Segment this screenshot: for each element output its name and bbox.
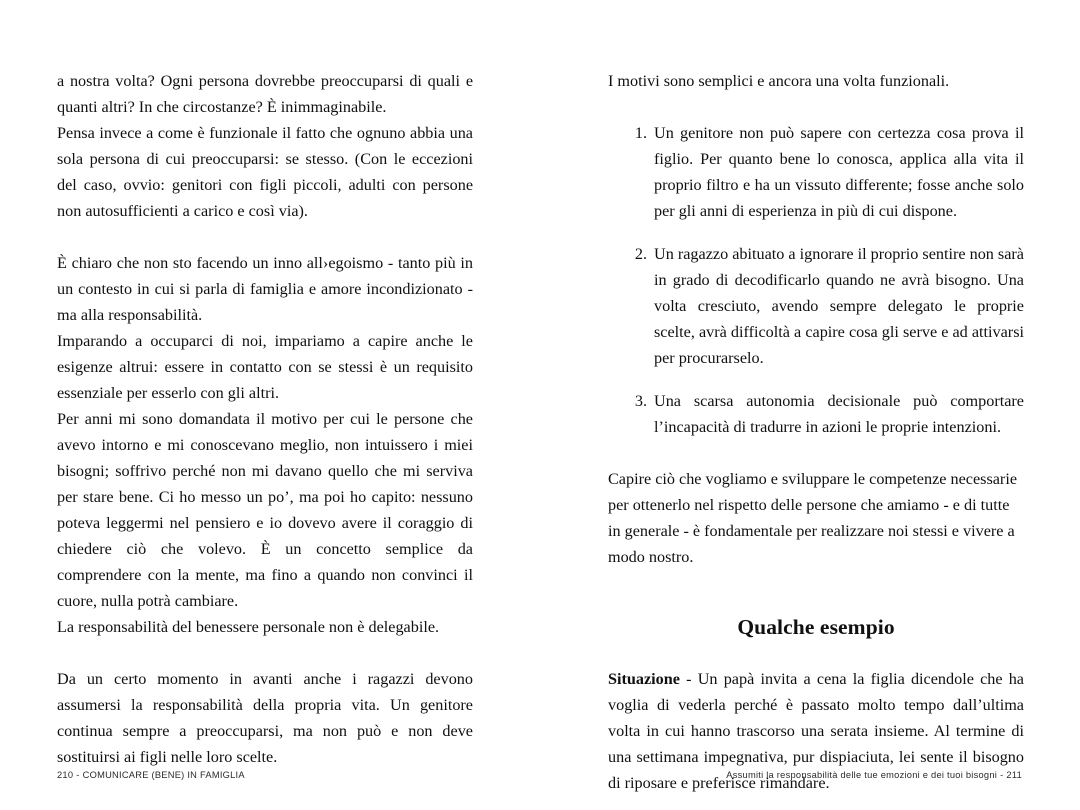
paragraph: Per anni mi sono domandata il motivo per cui le persone che avevo intorno e mi conoscevano meglio, non intuissero i miei bisogni; soffrivo perché non mi davano quello che mi serviva per stare bene. Ci ho messo un po’, ma poi ho capito: nessuno poteva leggermi nel pensiero e io dovevo avere il coraggio di chiedere ciò che volevo. È un concetto semplice da comprendere con la mente, ma fino a quando non convinci il cuore, nulla potrà cambiare. xyxy=(57,410,473,610)
intro-paragraph: I motivi sono semplici e ancora una volta funzionali. xyxy=(608,72,950,90)
list-item-text: Una scarsa autonomia decisionale può comportare l’incapacità di tradurre in azioni le proprie intenzioni. xyxy=(654,392,1024,436)
list-item xyxy=(608,241,1024,371)
paragraph: È chiaro che non sto facendo un inno all›egoismo - tanto più in un contesto in cui si parla di famiglia e amore incondizionato - ma alla responsabilità. xyxy=(57,254,473,324)
paragraph-spacer xyxy=(57,224,473,250)
footer-separator: - xyxy=(76,770,80,780)
paragraph-spacer xyxy=(57,640,473,666)
list-item xyxy=(608,388,1024,440)
right-page-text-column xyxy=(608,68,1024,796)
right-page-footer xyxy=(726,769,1022,781)
list-item xyxy=(608,120,1024,224)
heading-spacer xyxy=(608,642,1024,666)
left-page-footer xyxy=(57,769,245,781)
situation-dash: - xyxy=(679,670,698,688)
footer-running-head: COMUNICARE (BENE) IN FAMIGLIA xyxy=(82,770,245,780)
list-item-marker xyxy=(619,120,647,146)
list-item-text: Un genitore non può sapere con certezza cosa prova il figlio. Per quanto bene lo conosca, applica alla vita il proprio filtro e ha un vissuto differente; fosse anche solo per gli anni di esperienza in più di cui dispone. xyxy=(654,124,1024,220)
paragraph: La responsabilità del benessere personale non è delegabile. xyxy=(57,618,440,636)
paragraph: Imparando a occuparci di noi, impariamo a capire anche le esigenze altrui: essere in contatto con se stessi è un requisito essenziale per esserlo con gli altri. xyxy=(57,332,473,402)
paragraph-spacer xyxy=(608,94,1024,120)
heading-spacer xyxy=(608,570,1024,612)
situation-body: Un papà invita a cena la figlia dicendole che ha voglia di vederla perché è passato molto tempo dall’ultima volta in cui hanno trascorso una serata insieme. Al termine di una settimana impegnativa, pur dispiaciuta, lei sente il bisogno di riposare e preferisce rimandare. xyxy=(608,670,1024,792)
numbered-list xyxy=(608,120,1024,440)
closing-paragraph: Capire ciò che vogliamo e sviluppare le competenze necessarie per ottenerlo nel rispetto delle persone che amiamo - e di tutte in generale - è fondamentale per realizzare noi stessi e vivere a modo nostro. xyxy=(608,470,1018,566)
footer-running-head: Assumiti la responsabilità delle tue emozioni e dei tuoi bisogni xyxy=(726,770,998,780)
paragraph-spacer xyxy=(608,440,1024,466)
paragraph: a nostra volta? Ogni persona dovrebbe preoccuparsi di quali e quanti altri? In che circostanze? È inimmaginabile. xyxy=(57,72,473,116)
section-heading: Qualche esempio xyxy=(737,615,895,639)
list-item-marker xyxy=(619,241,647,267)
situation-lead-term: Situazione xyxy=(608,670,680,688)
left-page-text-column xyxy=(57,68,473,770)
paragraph: Pensa invece a come è funzionale il fatto che ognuno abbia una sola persona di cui preoccuparsi: se stesso. (Con le eccezioni del caso, ovvio: genitori con figli piccoli, adulti con persone non autosufficienti a carico e così via). xyxy=(57,124,473,220)
right-page xyxy=(540,0,1080,810)
list-item-text: Un ragazzo abituato a ignorare il proprio sentire non sarà in grado di decodificarlo quando ne avrà bisogno. Una volta cresciuto, avendo sempre delegato le proprie scelte, avrà difficoltà a capire cosa gli serve e ad attivarsi per procurarselo. xyxy=(654,245,1024,367)
footer-separator: - xyxy=(1000,770,1004,780)
paragraph: Da un certo momento in avanti anche i ragazzi devono assumersi la responsabilità della propria vita. Un genitore continua sempre a preoccuparsi, ma non può e non deve sostituirsi ai figli nelle loro scelte. xyxy=(57,670,473,766)
footer-page-number: 211 xyxy=(1006,770,1022,780)
list-item-marker xyxy=(619,388,647,414)
footer-page-number: 210 xyxy=(57,770,74,780)
